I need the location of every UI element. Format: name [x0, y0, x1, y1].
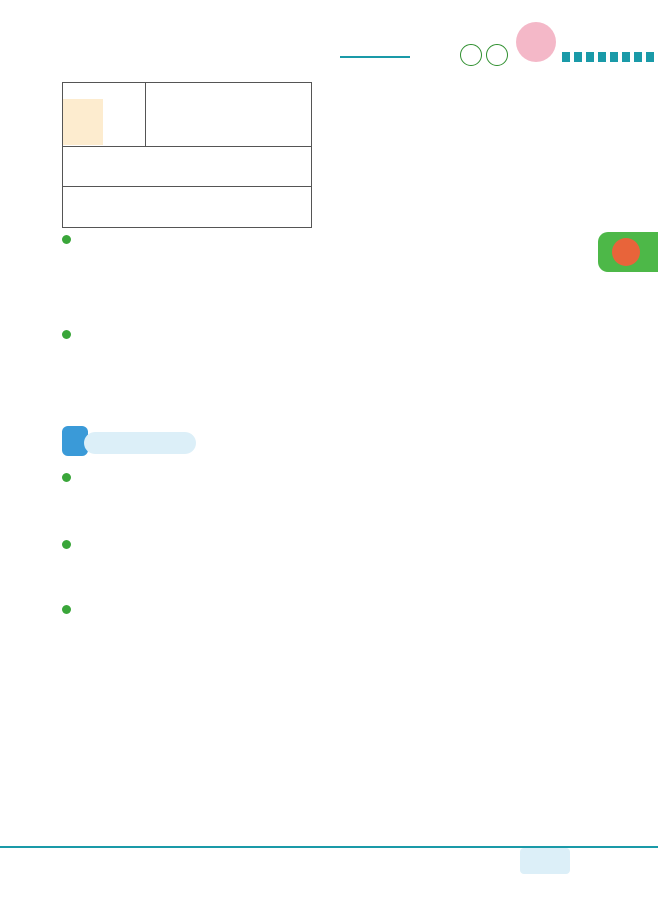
- polyphone-title: [62, 327, 75, 342]
- antonyms-title: [62, 537, 75, 552]
- header-bar: [340, 44, 658, 66]
- header-line: [340, 56, 410, 58]
- synonyms-title: [62, 470, 75, 485]
- explain-title: [62, 602, 75, 617]
- recognize-title: [62, 232, 75, 247]
- badge-bu: [460, 44, 482, 66]
- mascot-icon: [516, 22, 556, 62]
- xie-char: [63, 99, 103, 145]
- xie-divider-2: [62, 186, 312, 187]
- word-fun-pill: [84, 432, 196, 454]
- fox-icon: [612, 238, 640, 266]
- badge-bian: [486, 44, 508, 66]
- header-checker: [562, 52, 658, 62]
- page-number-badge: [520, 848, 570, 874]
- xie-divider-3: [145, 82, 146, 146]
- word-fun-banner: [62, 426, 202, 456]
- xie-divider-1: [62, 146, 312, 147]
